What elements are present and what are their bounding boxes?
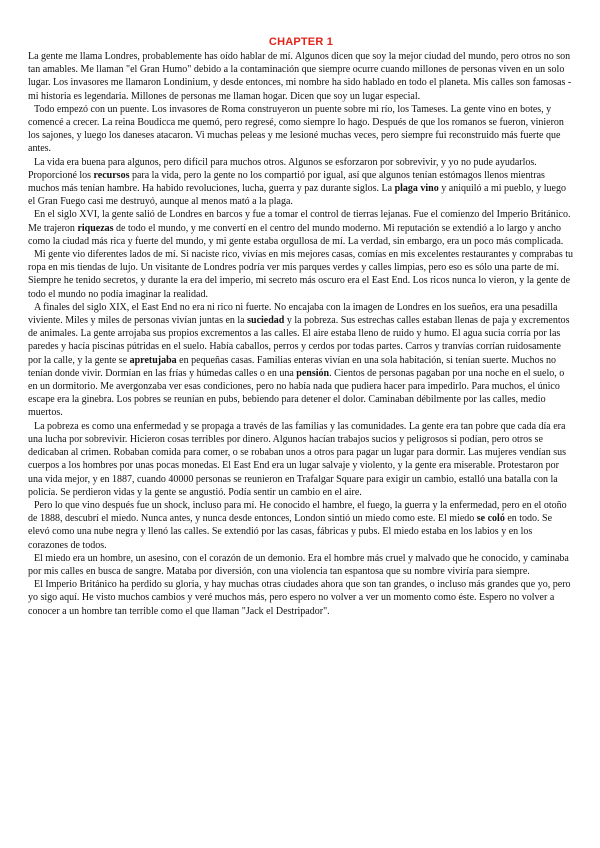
paragraph [28, 420, 574, 499]
bold-term: riquezas [77, 222, 114, 234]
text-run: El miedo era un hombre, un asesino, con el corazón de un demonio. Era el hombre más cruel y malvado que he conocido, y caminaba por mis calles en busca de sangre. Mataba por diversión, con una violencia tan espantosa que su nombre viviría para siempre. [28, 552, 569, 577]
paragraph [28, 156, 574, 209]
paragraph [28, 552, 574, 578]
bold-term: suciedad [247, 315, 285, 327]
chapter-title: CHAPTER 1 [268, 36, 334, 48]
paragraph [28, 248, 574, 301]
text-run: Pero lo que vino después fue un shock, incluso para mí. He conocido el hambre, el fuego, la guerra y la enfermedad, pero en el otoño de 1888, descubrí el miedo. Nunca antes, y nunca desde entonces, London sintió un miedo como este. El miedo [28, 499, 567, 525]
text-run: en todo. Se elevó como una nube negra y llenó las calles. Se extendió por las casas, fábricas y pubs. El miedo estaba en los labios y en los corazones de todos. [28, 513, 553, 551]
bold-term: recursos [93, 169, 130, 181]
paragraph [28, 103, 574, 156]
bold-term: se coló [476, 513, 505, 525]
text-run: . Cientos de personas pagaban por una noche en el suelo, o en un dormitorio. Me avergonzaba ver esas condiciones, pero no había nada que pudiera hacer para impedirlo. Para muchos, el único escape era la ginebra. Los pobres se reunían en pubs, bebiendo para detener el dolor. Caminaban débilmente por las calles, medio muertos. [28, 367, 565, 419]
text-run: Todo empezó con un puente. Los invasores de Roma construyeron un puente sobre mi río, los Tameses. La gente vino en botes, y comencé a crecer. La reina Boudicca me quemó, pero regresé, como siempre lo hago. Después de que los romanos se fueron, vinieron los sajones, y luego los daneses atacaron. Vi muchas peleas y me lesioné muchas veces, pero siempre fui reconstruido más fuerte que antes. [28, 103, 564, 155]
text-run: en pequeñas casas. Familias enteras vivían en una sola habitación, si tenían suerte. Muchos no tenían donde vivir. Dormían en las frías y húmedas calles o en una [28, 354, 557, 379]
bold-term: pensión [296, 367, 330, 379]
text-run: Mi gente vio diferentes lados de mí. Si naciste rico, vivías en mis mejores casas, comías en mis excelentes restaurantes y comprabas tu ropa en mis tiendas de lujo. Un visitante de Londres podría ver mis parques verdes y calles limpias, pero eso es sólo una parte de mí. Siempre he tenido secretos, y durante la era del imperio, mi secreto más oscuro era el East End. Los ricos nunca lo vieron, y la gente de todo el mundo no podía imaginar la realidad. [28, 249, 574, 300]
paragraph [28, 301, 574, 420]
paragraph [28, 578, 574, 618]
chapter-body [28, 50, 574, 618]
text-run: para la vida, pero la gente no los compartió por igual, así que algunos tenían estómagos llenos mientras muchos más tenían hambre. Ha habido revoluciones, lucha, guerra y paz durante siglos. La [28, 169, 545, 195]
paragraph [28, 208, 574, 248]
text-run: La vida era buena para algunos, pero difícil para muchos otros. Algunos se esforzaron por sobrevivir, y yo no pude ayudarlos. Proporcioné los [28, 156, 537, 181]
text-run: La pobreza es como una enfermedad y se propaga a través de las familias y las comunidades. La gente era tan pobre que cada día era una lucha por sobrevivir. Hicieron cosas terribles por dinero. Algunos hacían trabajos sucios y peligrosos si podían, pero otros se dedicaban al crimen. Robaban comida para comer, o se robaban unos a otros para pagar un lugar para dormir. Las mujeres vendían sus cuerpos a los hombres por unas pocas monedas. El East End era un lugar salvaje y violento, y la gente era miserable. Protestaron por una vida mejor, y en 1887, cuando 40000 personas se reunieron en Trafalgar Square para exigir un cambio, estalló una batalla con la policía. Se perdieron vidas y la gente se angustió. Podía sentir un cambio en el aire. [28, 420, 567, 498]
text-run: A finales del siglo XIX, el East End no era ni rico ni fuerte. No encajaba con la imagen de Londres en los sueños, era una pesadilla viviente. Miles y miles de personas vivían juntas en la [28, 301, 558, 327]
text-run: El Imperio Británico ha perdido su gloria, y hay muchas otras ciudades ahora que son tan grandes, o incluso más grandes que yo, pero yo sigo aquí. He visto muchos cambios y veré muchos más, pero espero no volver a ver un momento como éste. Espero no volver a conocer a un hombre tan terrible como el que llaman "Jack el Destripador". [28, 579, 571, 617]
text-run: de todo el mundo, y me convertí en el centro del mundo moderno. Mi reputación se extendió a lo largo y ancho como la ciudad más rica y fuerte del mundo, y mi gente estaba orgullosa de mí. La verdad, sin embargo, era un poco más complicada. [28, 222, 564, 247]
paragraph [28, 50, 574, 103]
text-run: y aniquiló a mi pueblo, y luego el Gran Fuego casi me destruyó, aunque al menos mató a la plaga. [28, 183, 566, 208]
bold-term: plaga vino [394, 183, 439, 195]
bold-term: apretujaba [129, 354, 177, 366]
text-run: En el siglo XVI, la gente salió de Londres en barcos y fue a tomar el control de tierras lejanas. Fue el comienzo del Imperio Británico. Me trajeron [28, 209, 571, 234]
text-run: La gente me llama Londres, probablemente has oído hablar de mí. Algunos dicen que soy la mejor ciudad del mundo, pero otros no son tan amables. Me llaman "el Gran Humo" debido a la contaminación que siempre ocurre cuando millones de personas viven en un solo lugar. Los invasores me llamaron Londinium, y desde entonces, mi nombre ha sido hablado en todo el planeta. Mis calles son famosas - mi historia es legendaria. Millones de personas me llaman hogar. Dicen que soy un lugar especial. [28, 51, 572, 102]
paragraph [28, 499, 574, 552]
text-run: y la pobreza. Sus estrechas calles estaban llenas de paja y excrementos de animales. La gente arrojaba sus propios excrementos a las calles. El aire estaba lleno de ruido y humo. El agua sucia corría por las paredes y hacía piscinas pútridas en el suelo. Había caballos, perros y cerdos por todas partes. Carros y tranvías corrían ruidosamente por la calle, y la gente se [28, 315, 570, 366]
